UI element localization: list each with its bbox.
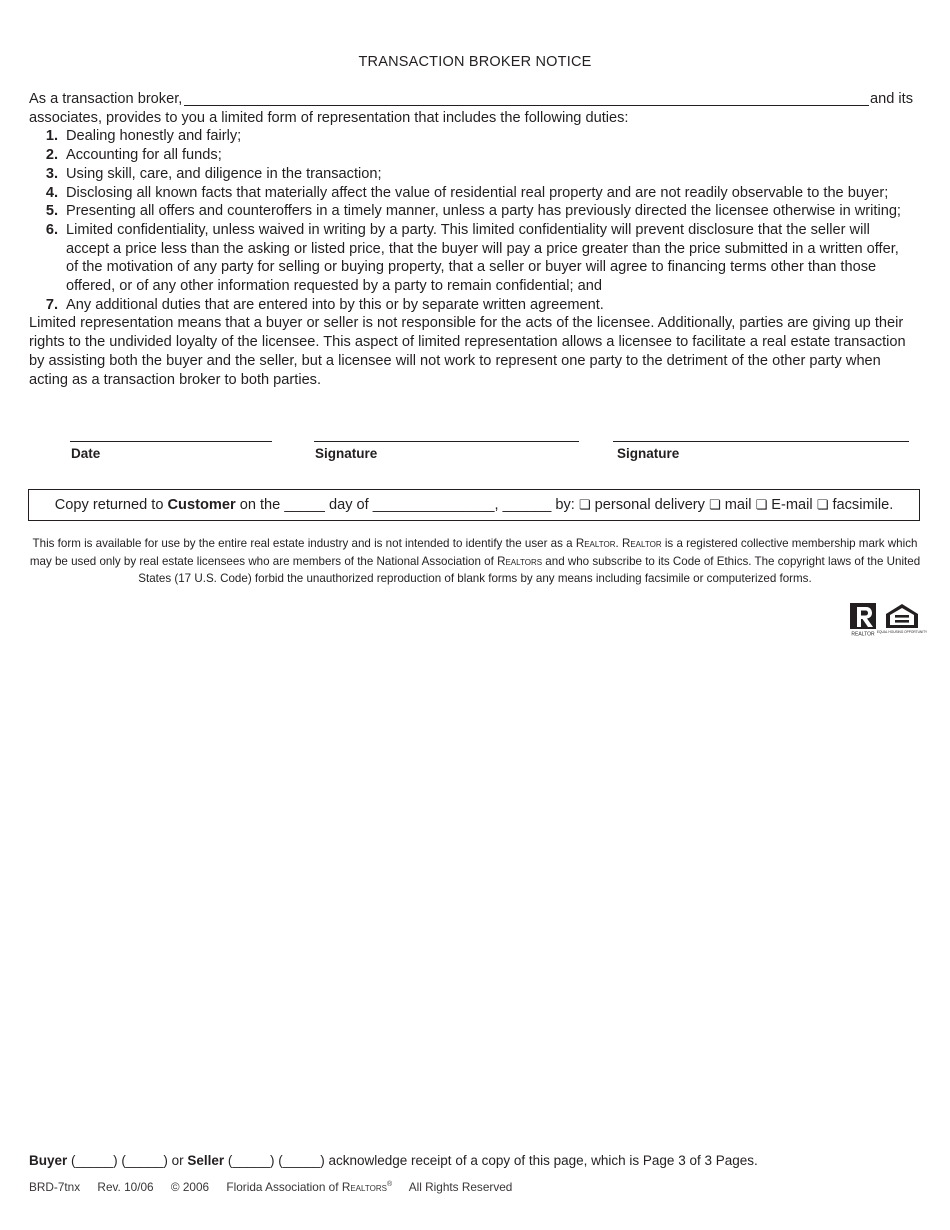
signature-line-2[interactable] (613, 424, 909, 442)
fineprint-part: . (615, 537, 619, 550)
seller-label: Seller (187, 1153, 225, 1168)
fineprint-part: This form is available for use by the entire real estate industry and is not intended to identify the user as a (32, 537, 573, 550)
realtor-logo-icon (849, 602, 928, 638)
equal-housing-icon (877, 604, 928, 634)
duty-item (29, 127, 913, 146)
checkbox-personal-delivery[interactable]: ❏ (578, 498, 591, 513)
date-field-group (70, 424, 272, 461)
checkbox-facsimile[interactable]: ❏ (816, 498, 829, 513)
registered-mark: ® (386, 1181, 393, 1189)
acknowledgement-line (29, 1153, 758, 1168)
duty-text: Accounting for all funds; (66, 147, 222, 164)
duty-text: Disclosing all known facts that materially affect the value of residential real property and are not readily observable to the buyer; (66, 184, 889, 201)
option-facsimile: facsimile. (832, 497, 894, 513)
signature-block (0, 424, 950, 464)
duty-number: 4. (45, 184, 58, 201)
duty-item (29, 202, 913, 221)
checkbox-mail[interactable]: ❏ (709, 498, 721, 513)
date-line[interactable] (70, 424, 272, 442)
realtors-term: Realtors (497, 554, 543, 568)
intro-prefix: As a transaction broker, (29, 90, 183, 107)
duty-number: 3. (45, 165, 58, 182)
checkbox-email[interactable]: ❏ (755, 498, 768, 513)
duty-item (29, 184, 913, 203)
option-mail: mail (724, 497, 752, 513)
duty-text: Dealing honestly and fairly; (66, 128, 242, 145)
duty-item (29, 296, 913, 315)
form-id: BRD-7tnx (29, 1180, 81, 1194)
duty-number: 5. (45, 203, 58, 220)
duty-item (29, 165, 913, 184)
duty-text: Using skill, care, and diligence in the transaction; (66, 165, 382, 182)
signature-field-group-2 (613, 424, 909, 461)
association-realtors: Realtors (341, 1180, 387, 1194)
signature-field-group-1 (314, 424, 579, 461)
realtor-term: Realtor (575, 537, 616, 550)
association (226, 1180, 392, 1194)
date-label: Date (71, 446, 101, 461)
fineprint-part: is a registered collective membership mark which may be used only by real estate licensees who are members of the National Association of (29, 537, 918, 568)
duty-number: 7. (45, 296, 58, 313)
limited-representation-paragraph: Limited representation means that a buyer or seller is not responsible for the acts of the licensee. Additionally, parties are giving up their rights to the undivided loyalty of the licensee. This aspect of limited representation allows a licensee to facilitate a real estate transaction by assisting both the buyer and the seller, but a licensee will not work to represent one party to the detriment of the other party when acting as a transaction broker to both parties. (29, 315, 906, 388)
duty-text: Limited confidentiality, unless waived in writing by a party. This limited confidentiality will prevent disclosure that the seller will accept a price less than the asking or listed price, that the buyer will pay a price greater than the price submitted in a written offer, of the motivation of any party for selling or buying property, that a seller or buyer will agree to financing terms other than those offered, or of any other information requested by a party to remain confidential; and (66, 221, 899, 295)
association-prefix: Florida Association of (226, 1180, 339, 1194)
acknowledgement-text: (_____) (_____) acknowledge receipt of a copy of this page, which is Page 3 of 3 Pages. (227, 1153, 758, 1168)
buyer-label: Buyer (29, 1153, 68, 1168)
copy-returned-prefix: Copy returned to (54, 497, 164, 513)
page-title: TRANSACTION BROKER NOTICE (358, 54, 592, 70)
duty-item (29, 221, 913, 296)
duty-number: 2. (45, 147, 58, 164)
fine-print-notice (28, 535, 922, 588)
duty-number: 6. (45, 221, 58, 238)
copyright: © 2006 (170, 1180, 210, 1194)
signature-line-1[interactable] (314, 424, 579, 442)
duty-item (29, 146, 913, 165)
buyer-initials-blanks[interactable]: (_____) (_____) or (71, 1153, 184, 1168)
notice-body (29, 90, 913, 389)
fineprint-part: and who subscribe to its Code of Ethics. The copyright laws of the United States (17 U.S. Code) forbid the unauthorized reproduction of blank forms by any means including facsimile or computerized forms. (138, 554, 921, 586)
intro-line-2: associates, provides to you a limited form of representation that includes the following duties: (29, 109, 629, 126)
page-footer (29, 1180, 526, 1194)
rights-reserved: All Rights Reserved (408, 1180, 513, 1194)
logo-group (849, 602, 928, 638)
duties-list (29, 127, 913, 314)
option-personal-delivery: personal delivery (594, 497, 705, 513)
revision: Rev. 10/06 (97, 1180, 154, 1194)
broker-name-field[interactable] (184, 92, 869, 106)
duty-number: 1. (45, 128, 58, 145)
duty-text: Any additional duties that are entered into by this or by separate written agreement. (66, 296, 604, 313)
intro-suffix: and its (870, 90, 913, 107)
signature-label-2: Signature (617, 446, 680, 461)
customer-label: Customer (167, 497, 236, 513)
duty-text: Presenting all offers and counteroffers in a timely manner, unless a party has previously directed the licensee otherwise in writing; (66, 203, 901, 220)
option-email: E-mail (771, 497, 813, 513)
intro-line (29, 90, 913, 109)
copy-returned-box (28, 489, 920, 521)
realtor-logo-text: REALTOR (851, 631, 875, 638)
realtor-term: Realtor (621, 537, 662, 550)
signature-label-1: Signature (315, 446, 378, 461)
eho-logo-text: EQUAL HOUSING OPPORTUNITY (876, 630, 928, 634)
copy-returned-date-text: on the _____ day of _______________, ______ by: (239, 497, 575, 513)
